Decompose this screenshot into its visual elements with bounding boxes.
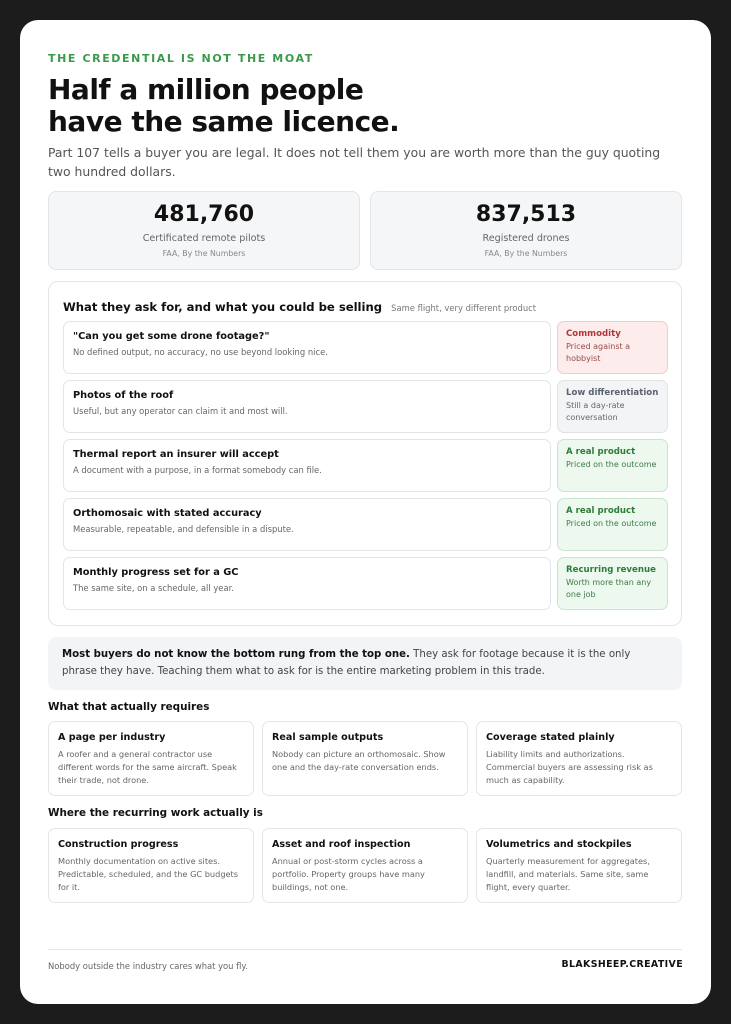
requires-card — [48, 721, 254, 796]
card-description: A roofer and a general contractor use different words for the same aircraft. Speak their trade, not drone. — [58, 749, 237, 785]
rung-tag-recurring-revenue — [557, 557, 668, 610]
card-description: Nobody can picture an orthomosaic. Show one and the day-rate conversation ends. — [272, 749, 446, 772]
card-description: Liability limits and authorizations. Commercial buyers are assessing risk as much as capability. — [486, 749, 653, 785]
requires-heading: What that actually requires — [48, 701, 210, 713]
stat-value: 837,513 — [475, 202, 577, 227]
stat-card-drones — [370, 191, 682, 270]
recurring-card — [262, 828, 468, 903]
ladder-rung — [63, 439, 551, 492]
ladder-rung — [63, 380, 551, 433]
tag-description: Still a day-rate conversation — [566, 401, 625, 422]
callout-bold: Most buyers do not know the bottom rung from the top one. — [62, 649, 410, 660]
tag-title: A real product — [566, 506, 636, 516]
title-line-2: have the same licence. — [48, 105, 400, 138]
ladder-header — [63, 296, 536, 315]
rung-title: Thermal report an insurer will accept — [73, 449, 279, 460]
rung-tag-commodity — [557, 321, 668, 374]
stat-card-pilots — [48, 191, 360, 270]
stat-source: FAA, By the Numbers — [484, 249, 568, 258]
rung-title: Monthly progress set for a GC — [73, 567, 239, 578]
rung-description: A document with a purpose, in a format somebody can file. — [73, 465, 322, 475]
tag-title: Commodity — [566, 329, 621, 339]
recurring-card — [48, 828, 254, 903]
card-title: A page per industry — [58, 732, 166, 743]
rung-title: Photos of the roof — [73, 390, 174, 401]
tag-description: Priced on the outcome — [566, 519, 657, 528]
tag-title: Recurring revenue — [566, 565, 656, 575]
footer-divider — [48, 949, 682, 950]
callout-text: They ask for footage because it is the only phrase they have. Teaching them what to ask for is the entire marketing problem in this trade. — [62, 649, 631, 677]
card-title: Real sample outputs — [272, 732, 384, 743]
card-description: Monthly documentation on active sites. Predictable, scheduled, and the GC budgets for it. — [58, 856, 239, 892]
stat-label: Registered drones — [482, 233, 570, 244]
requires-card — [476, 721, 682, 796]
stat-value: 481,760 — [153, 202, 255, 227]
rung-description: Measurable, repeatable, and defensible in a dispute. — [73, 524, 294, 534]
eyebrow: THE CREDENTIAL IS NOT THE MOAT — [48, 52, 314, 65]
rung-description: Useful, but any operator can claim it and most will. — [73, 406, 288, 416]
card-title: Volumetrics and stockpiles — [486, 839, 632, 850]
callout-box — [48, 637, 682, 690]
ladder-rung — [63, 321, 551, 374]
card-description: Annual or post-storm cycles across a portfolio. Property groups have many buildings, not one. — [272, 856, 425, 892]
rung-tag-real-product — [557, 439, 668, 492]
rung-title: "Can you get some drone footage?" — [73, 331, 270, 342]
recurring-card — [476, 828, 682, 903]
rung-description: The same site, on a schedule, all year. — [73, 583, 234, 593]
rung-tag-low-differentiation — [557, 380, 668, 433]
ladder-subtitle: Same flight, very different product — [391, 303, 537, 313]
card-title: Coverage stated plainly — [486, 732, 615, 743]
tag-description: Priced against a hobbyist — [566, 342, 631, 363]
rung-title: Orthomosaic with stated accuracy — [73, 508, 262, 519]
card-description: Quarterly measurement for aggregates, landfill, and materials. Same site, same flight, every quarter. — [486, 856, 650, 892]
ladder-rung — [63, 498, 551, 551]
page-card — [20, 20, 711, 1004]
ladder-rung — [63, 557, 551, 610]
stat-label: Certificated remote pilots — [142, 233, 266, 244]
value-ladder-panel — [48, 281, 682, 626]
tag-title: A real product — [566, 447, 636, 457]
lede-paragraph: Part 107 tells a buyer you are legal. It does not tell them you are worth more than the guy quoting two hundred dollars. — [48, 145, 661, 179]
tag-description: Worth more than any one job — [566, 578, 652, 599]
rung-tag-real-product — [557, 498, 668, 551]
footer-tagline: Nobody outside the industry cares what you fly. — [48, 961, 248, 971]
requires-card — [262, 721, 468, 796]
tag-title: Low differentiation — [566, 388, 659, 398]
rung-description: No defined output, no accuracy, no use beyond looking nice. — [73, 347, 328, 357]
card-title: Asset and roof inspection — [272, 839, 411, 850]
tag-description: Priced on the outcome — [566, 460, 657, 469]
title-line-1: Half a million people — [48, 73, 364, 106]
ladder-title: What they ask for, and what you could be selling — [63, 300, 383, 314]
recurring-heading: Where the recurring work actually is — [48, 807, 263, 819]
card-title: Construction progress — [58, 839, 179, 850]
brand-logo[interactable]: BLAKSHEEP.CREATIVE — [561, 959, 683, 970]
stat-source: FAA, By the Numbers — [162, 249, 246, 258]
page-title — [48, 74, 648, 138]
